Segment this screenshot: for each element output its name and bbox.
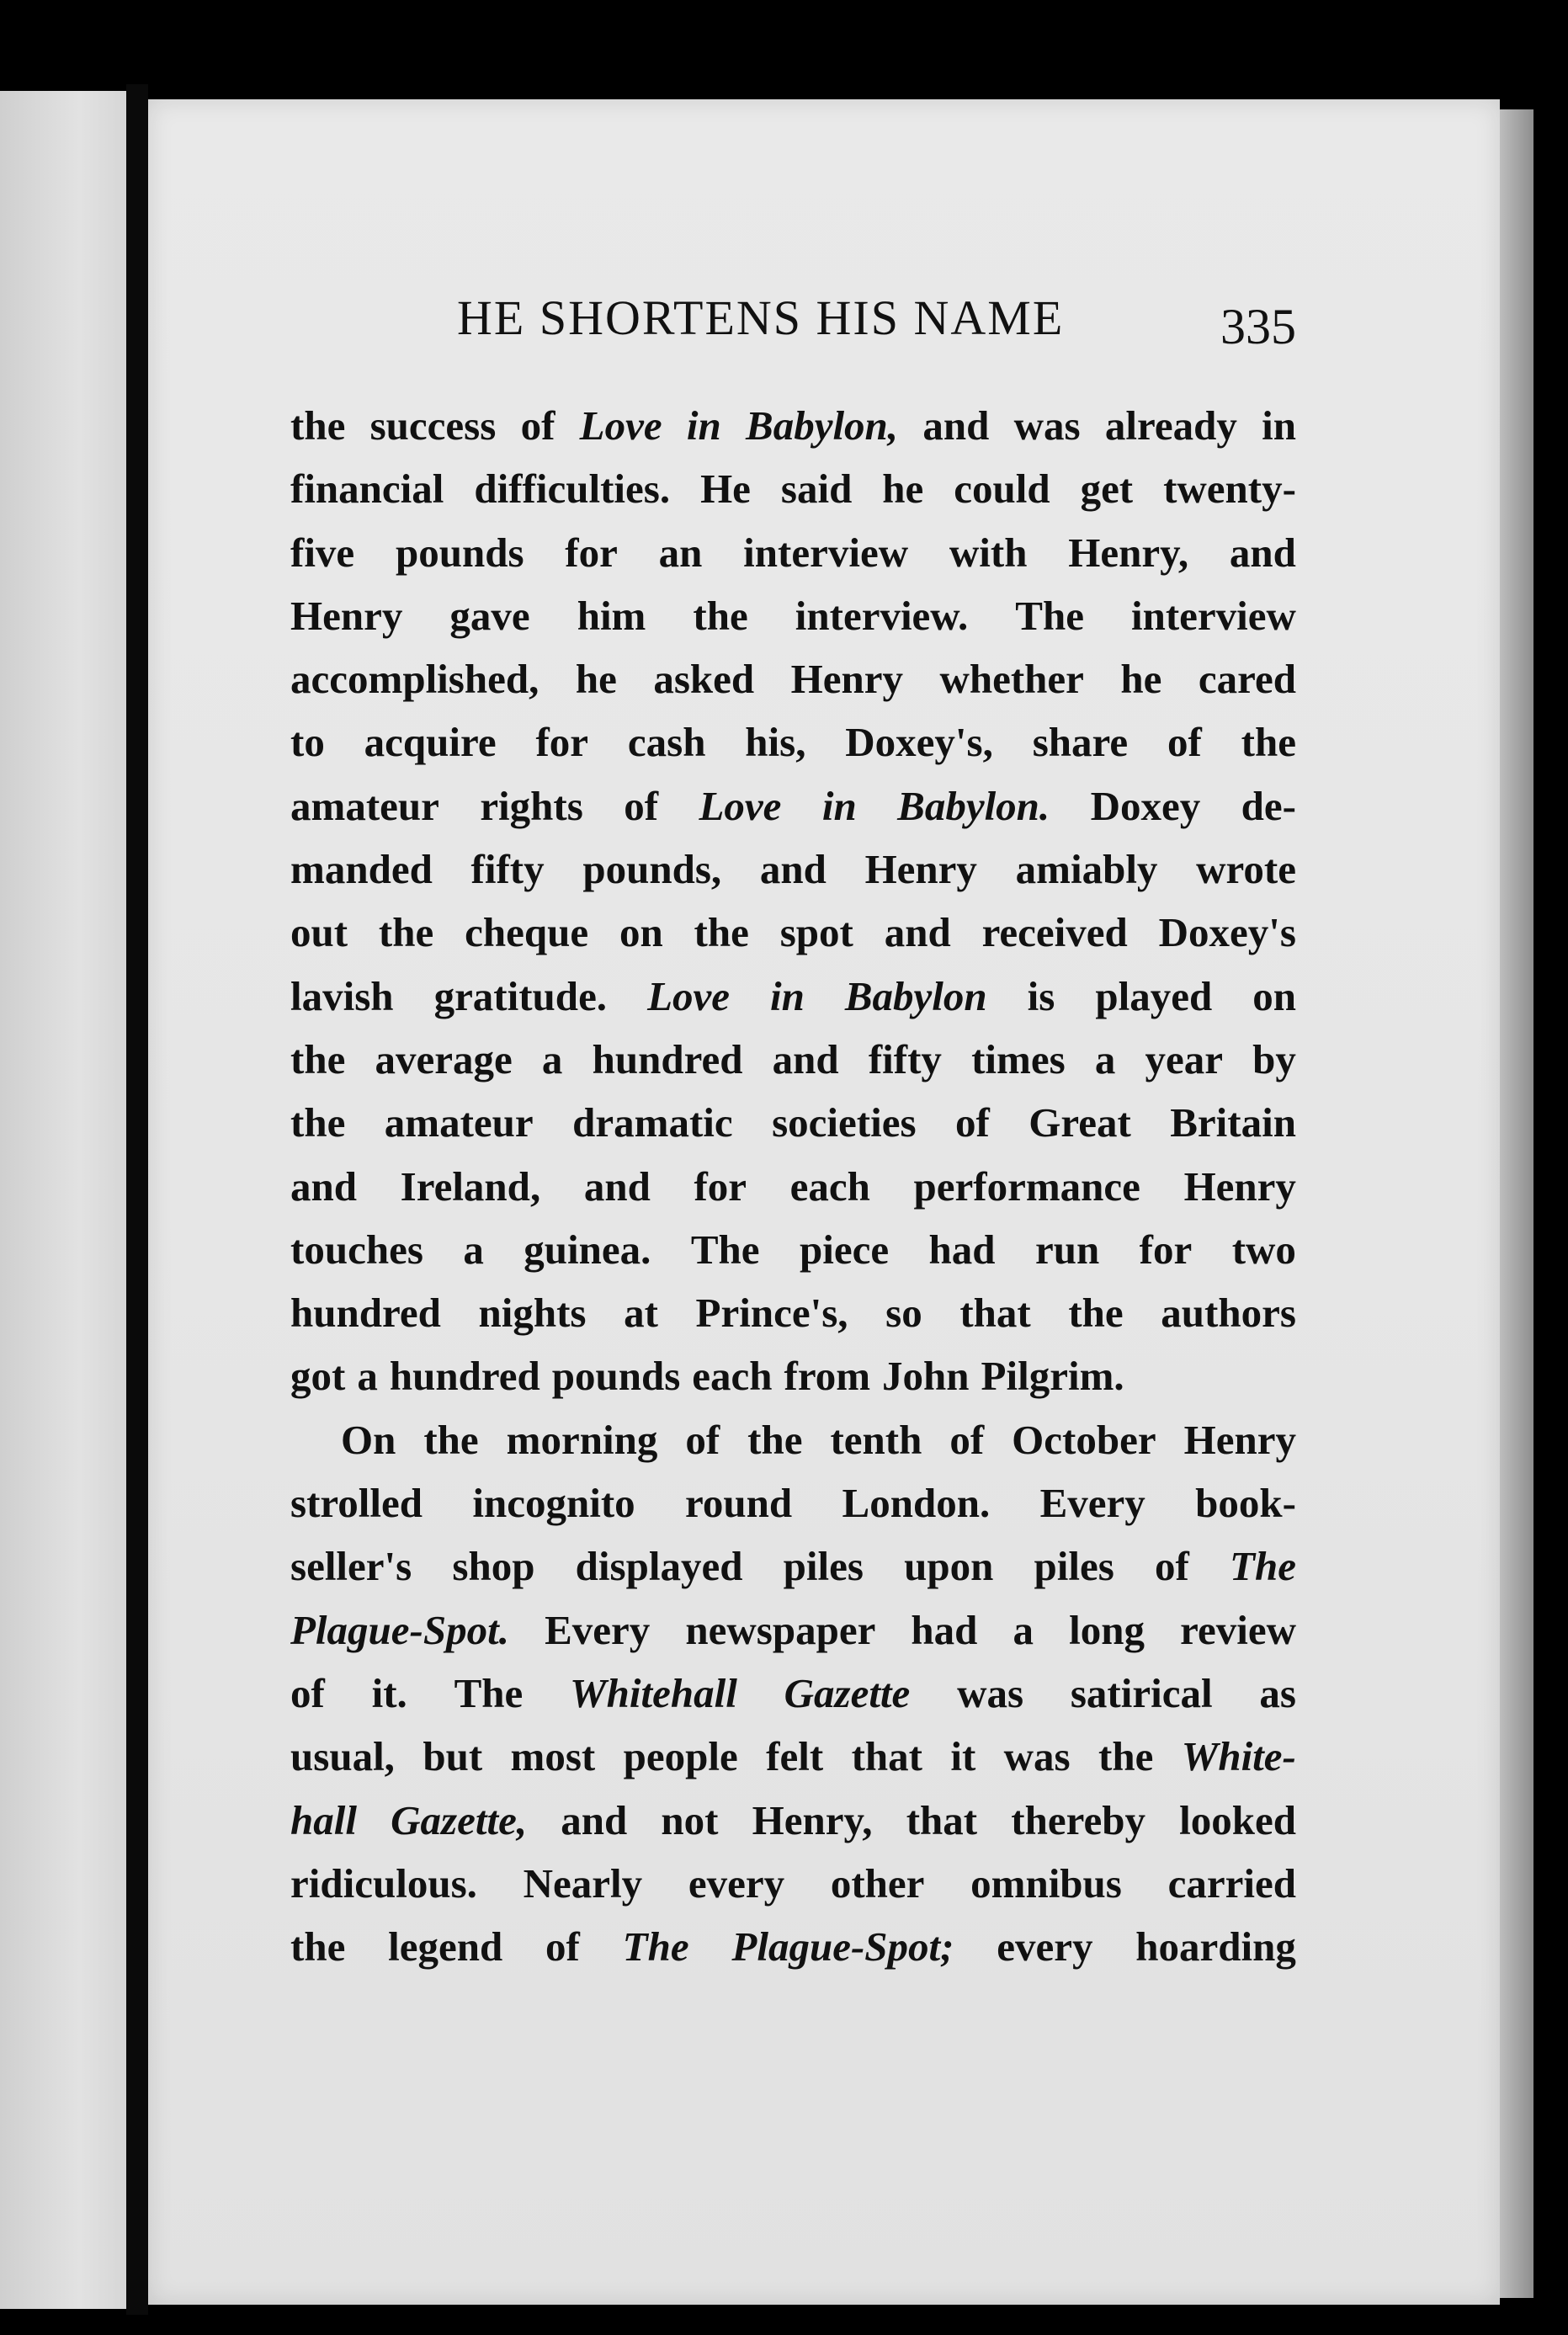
word: a [1013,1606,1034,1653]
word: hundred [290,1290,441,1337]
word: for [565,529,618,576]
word: it [950,1733,976,1780]
word: of [1167,719,1202,766]
word: was [957,1669,1024,1716]
word: that [906,1796,978,1843]
word: for [1139,1226,1193,1273]
word: received [981,909,1128,956]
word: in [1262,402,1296,449]
text-line [290,1091,1296,1154]
word: Love [699,782,782,829]
word: for [535,719,589,766]
word: got [290,1353,346,1400]
word: seller's [290,1543,412,1590]
word: Doxey's [1158,909,1296,956]
word: of [545,1923,580,1971]
word: he [575,656,617,703]
word: average [375,1035,513,1082]
word: his, [745,719,806,766]
word: de- [1241,782,1296,829]
word: Love [647,972,730,1019]
text-line [290,1535,1296,1598]
word: Henry [290,592,403,639]
word: carried [1167,1859,1296,1907]
word: him [577,592,646,639]
word: Ireland, [400,1162,541,1210]
word: already [1104,402,1237,449]
word: London. [842,1480,991,1527]
text-line [290,584,1296,647]
word: ridiculous. [290,1859,477,1907]
word: of [1155,1543,1189,1590]
word: could [954,465,1050,513]
word: Great [1029,1099,1131,1146]
word: as [1259,1669,1296,1716]
word: The [1015,592,1084,639]
word: run [1034,1226,1100,1273]
word: nights [478,1290,587,1337]
word: out [290,909,348,956]
word: the [423,1416,479,1463]
word: fifty [868,1035,942,1082]
word: not [661,1796,719,1843]
word: Doxey [1090,782,1201,829]
word: of [290,1669,325,1716]
word: Henry [864,846,977,893]
word: hall [290,1796,357,1843]
word: success [369,402,497,449]
text-line [290,394,1296,457]
word: at [624,1290,658,1337]
word: Doxey's, [845,719,993,766]
word: each [789,1162,870,1210]
word: Every [545,1606,651,1653]
word: the [290,1099,346,1146]
text-line [290,457,1296,520]
word: felt [766,1733,824,1780]
word: and [583,1162,651,1210]
word: Love [579,402,662,449]
word: interview. [795,592,969,639]
word: the [694,909,749,956]
word: Nearly [523,1859,643,1907]
text-line [290,1155,1296,1218]
word: On [341,1416,396,1463]
word: tenth [830,1416,922,1463]
word: upon [904,1543,994,1590]
text-line [290,1028,1296,1091]
word: was [1003,1733,1071,1780]
word: guinea. [524,1226,651,1273]
word: of [520,402,555,449]
word: and [922,402,990,449]
word: and [772,1035,839,1082]
word: that [851,1733,922,1780]
body-text [290,394,1296,1978]
word: the [1241,719,1296,766]
word: Whitehall [570,1669,737,1716]
text-line [290,521,1296,584]
word: hundred [389,1353,540,1400]
word: pounds [395,529,524,576]
word: piles [783,1543,864,1590]
word: in [821,782,857,829]
word: and [561,1796,628,1843]
word: the [290,1923,346,1971]
text-line [290,1218,1296,1281]
word: amateur [384,1099,534,1146]
word: amiably [1015,846,1158,893]
word: performance [913,1162,1140,1210]
word: said [780,465,853,513]
word: had [911,1606,978,1653]
word: cash [627,719,706,766]
running-title: HE SHORTENS HIS NAME [457,290,1065,345]
word: that [959,1290,1031,1337]
word: strolled [290,1480,423,1527]
word: a [357,1353,378,1400]
text-line [290,710,1296,774]
word: year [1145,1035,1223,1082]
word: newspaper [685,1606,876,1653]
word: touches [290,1226,423,1273]
word: looked [1179,1796,1296,1843]
word: the [1098,1733,1154,1780]
word: Henry [1183,1162,1296,1210]
facing-page-edge [0,91,133,2309]
word: five [290,529,355,576]
word: omnibus [970,1859,1122,1907]
word: most [510,1733,596,1780]
word: dramatic [572,1099,733,1146]
word: displayed [575,1543,743,1590]
word: Babylon, [746,402,899,449]
word: round [685,1480,793,1527]
word: by [1252,1035,1296,1082]
word: he [882,465,924,513]
word: so [885,1290,922,1337]
text-line [290,1852,1296,1915]
word: twenty- [1163,465,1296,513]
text-line [290,1598,1296,1662]
word: Henry, [752,1796,873,1843]
word: and [884,909,951,956]
word: Every [1039,1480,1145,1527]
word: The [622,1923,689,1971]
word: manded [290,846,433,893]
text-line [290,1915,1296,1978]
word: the [1068,1290,1124,1337]
word: is [1027,972,1055,1019]
text-line [290,1471,1296,1535]
word: legend [388,1923,503,1971]
book-gutter [126,84,148,2315]
word: times [971,1035,1066,1082]
word: a [1094,1035,1116,1082]
word: morning [506,1416,658,1463]
word: in [686,402,721,449]
word: played [1095,972,1213,1019]
word: cared [1198,656,1296,703]
word: societies [772,1099,917,1146]
text-line [290,1344,1296,1407]
word: but [423,1733,483,1780]
text-line [290,838,1296,901]
word: incognito [472,1480,635,1527]
word: financial [290,465,444,513]
word: and [1229,529,1296,576]
word: share [1032,719,1129,766]
word: gave [449,592,530,639]
word: Plague-Spot; [731,1923,954,1971]
word: October [1012,1416,1156,1463]
word: difficulties. [474,465,671,513]
word: accomplished, [290,656,539,703]
word: other [830,1859,925,1907]
word: John [882,1353,970,1400]
running-header [290,286,1296,362]
text-line [290,901,1296,964]
word: Gazette, [391,1796,528,1843]
word: the [378,909,434,956]
word: the [290,402,346,449]
word: authors [1161,1290,1296,1337]
word: with [949,529,1028,576]
word: of [949,1416,985,1463]
word: spot [779,909,853,956]
word: acquire [364,719,497,766]
word: from [784,1353,871,1400]
word: White- [1181,1733,1296,1780]
word: asked [653,656,755,703]
word: Pilgrim. [981,1353,1124,1400]
word: the [693,592,748,639]
word: Henry, [1068,529,1189,576]
word: The [454,1669,524,1716]
word: on [619,909,663,956]
word: rights [480,782,583,829]
word: The [690,1226,760,1273]
word: to [290,719,325,766]
text-line [290,1789,1296,1852]
text-line [290,774,1296,838]
word: people [623,1733,738,1780]
text-line [290,1408,1296,1471]
word: cheque [465,909,589,956]
word: shop [452,1543,535,1590]
text-line [290,1725,1296,1788]
word: it. [371,1669,407,1716]
word: Henry [1183,1416,1296,1463]
word: pounds [551,1353,681,1400]
word: every [688,1859,785,1907]
word: wrote [1196,846,1296,893]
word: he [1120,656,1162,703]
word: had [928,1226,996,1273]
word: Henry [790,656,903,703]
word: of [624,782,659,829]
word: amateur [290,782,439,829]
word: review [1180,1606,1296,1653]
word: interview [1131,592,1296,639]
page-edge-shadow [1500,109,1533,2298]
word: hundred [592,1035,743,1082]
word: The [1230,1543,1296,1590]
word: gratitude. [433,972,608,1019]
word: interview [743,529,909,576]
word: thereby [1011,1796,1145,1843]
word: Britain [1170,1099,1296,1146]
word: hoarding [1135,1923,1296,1971]
word: a [541,1035,563,1082]
word: pounds, [582,846,722,893]
word: Babylon [844,972,987,1019]
word: two [1231,1226,1296,1273]
word: satirical [1070,1669,1213,1716]
word: of [954,1099,990,1146]
word: Babylon. [897,782,1050,829]
page-number: 335 [1220,299,1296,354]
word: piles [1034,1543,1114,1590]
word: of [685,1416,720,1463]
word: on [1252,972,1296,1019]
word: a [463,1226,484,1273]
text-line [290,1281,1296,1344]
word: and [759,846,827,893]
word: whether [939,656,1084,703]
word: for [694,1162,747,1210]
word: every [997,1923,1093,1971]
text-line [290,647,1296,710]
text-line [290,1662,1296,1725]
text-line [290,965,1296,1028]
word: He [700,465,751,513]
word: the [290,1035,346,1082]
word: and [290,1162,358,1210]
word: Plague-Spot. [290,1606,509,1653]
word: an [658,529,703,576]
word: book- [1195,1480,1296,1527]
word: lavish [290,972,394,1019]
word: fifty [470,846,545,893]
word: long [1069,1606,1145,1653]
word: get [1080,465,1134,513]
word: piece [799,1226,890,1273]
word: in [770,972,805,1019]
word: usual, [290,1733,395,1780]
word: Prince's, [695,1290,848,1337]
word: Gazette [784,1669,911,1716]
word: the [747,1416,803,1463]
word: was [1013,402,1081,449]
word: each [692,1353,773,1400]
